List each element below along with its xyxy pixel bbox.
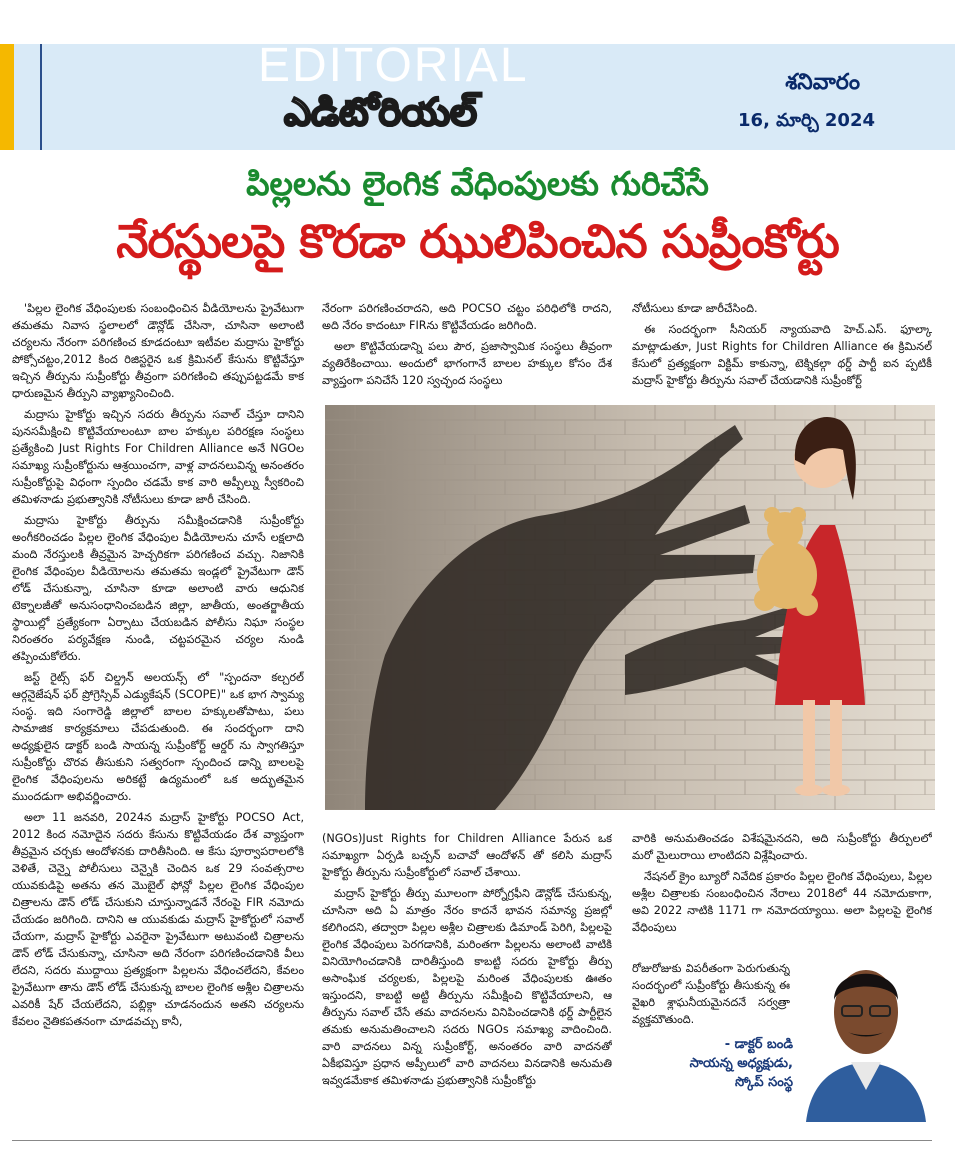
author-organization: స్కోప్ సంస్థ [734,1075,793,1090]
paragraph: ఈ సందర్భంగా సీనియర్ న్యాయవాది హెచ్.ఎస్. ఫూల్కా మాట్లాడుతూ, Just Rights for Children Alliance ఈ క్రిమినల్ కేసులో ప్రత్యక్షంగా విక్టిమ్ కాకున్నా, టెక్నికల్గా థర్డ్ పార్టీ ఐన ప్పటికీ మద్రాస్ హైకోర్టు తీర్పును సవాల్ చేయడానికి సుప్రీంకోర్ట్ [632,323,932,387]
article-photo [325,405,935,810]
paragraph: జస్ట్ రైట్స్ ఫర్ చిల్డ్రన్ అలయన్స్ లో "స్పందనా కల్చరల్ ఆర్గనైజేషన్ ఫర్ ప్రోగ్రెస్సివ్ ఎడ్యుకేషన్ (SCOPE)" ఒక భాగ స్వామ్య సంస్థ. ఇది సంగారెడ్డి జిల్లాలో బాలల హక్కులతోపాటు, పలు సామాజిక కార్యక్రమాలు చేపడుతుంది. ఈ సందర్భంగా దాని అధ్యక్షులైన డాక్టర్ బండి సాయన్న సుప్రీంకోర్ట్ ఆర్డర్ ను స్వాగతిస్తూ సుప్రీంకోర్టు చొరవ తీసుకుని సత్వరంగా స్పందించ డాన్ని బాలలపై లైంగిక వేధింపులను అరికట్టే ఉద్యమంలో ఒక అద్భుతమైన ముందడుగా అభివర్ణించారు. [12,671,304,803]
section-title-english: EDITORIAL [258,39,529,92]
author-name: - డాక్టర్ బండి [724,1037,793,1052]
paragraph: నేరంగా పరిగణించరాదని, అది POCSO చట్టం పరిధిలోకి రాదని, అది నేరం కాదంటూ FIRను కొట్టివేయడం జరిగింది. [322,302,612,332]
masthead-day: శనివారం [785,70,860,95]
paragraph: మద్రాసు హైకోర్టు తీర్పును సమీక్షించడానికి సుప్రీంకోర్టు అంగీకరించడం పిల్లల లైంగిక వేధింపుల వీడియోలను చూసే లక్షలాది మంది నేరస్తులకి తీవ్రమైన హెచ్చరికగా పరిగణించ వచ్చు. నిజానికి లైంగిక వేధింపుల వీడియోలను తమతమ ఇండ్లలో ప్రైవేటుగా డౌన్ లోడ్ చేసుకున్నా, చూసినా కూడా అలాంటి వారు ఆధునిక టెక్నాలజీతో అనుసంధానించబడిన జిల్లా, జాతీయ, అంతర్జాతీయ స్థాయిల్లో ప్రత్యేకంగా ఏర్పాటు చేయబడిన పోలీసు నిఘా సంస్థల నిరంతరం పర్యవేక్షణ నుండి, చట్టపరమైన చర్యల నుండి తప్పించుకోలేరు. [12,514,304,663]
paragraph: మద్రాసు హైకోర్టు ఇచ్చిన సదరు తీర్పును సవాల్ చేస్తూ దానిని పునసమీక్షించి కొట్టివేయాలంటూ బాల హక్కుల పరిరక్షణ సంస్థలు ప్రత్యేకించి Just Rights For Children Alliance అనే NGOల సమాఖ్య సుప్రీంకోర్టును ఆశ్రయించగా, వాళ్ల వాదనలువిన్న అనంతరం సుప్రీంకోర్టుపై విధంగా స్పందిం చడమే కాక వారి అప్పీల్ను స్వీకరించి తమిళనాడు ప్రభుత్వానికి నోటీసులు కూడా జారీ చేసింది. [12,408,304,506]
author-byline [638,1035,793,1092]
article-column-2-top [322,300,612,400]
author-photo [796,940,936,1122]
article-column-2-bottom [322,830,612,1125]
paragraph: మద్రాస్ హైకోర్టు తీర్పు మూలంగా పోర్నోగ్రఫీని డౌన్లోడ్ చేసుకున్న, చూసినా అది ఏ మాత్రం నేరం కాదనే భావన సమాన్య ప్రజల్లో కలిగిందని, తద్వారా పిల్లల అశ్లీల చిత్రాలకు డిమాండ్ పెరిగి, పిల్లలపై లైంగిక వేధింపులు పెరగడానికి, మరింతగా పిల్లలను అలాంటి వాటికి వినియోగించడానికి దారితీస్తుంది కాబట్టి సదరు హైకోర్టు తీర్పు అసాంఘిక చర్యలకు, పిల్లలపై మరింత వేధింపులకు ఊతం ఇస్తుందని, కాబట్టి అట్టి తీర్పును సమీక్షించి కొట్టివేయాలని, ఆ తీర్పును సవాల్ చేసే తమ వాదనలను వినిపించడానికి థర్డ్ పార్టీలైన తమకు అనుమతించాలని సదరు NGOs సమాఖ్య వాదించింది. వారి వాదనలు విన్న సుప్రీంకోర్ట్, అనంతరం వారి వాదనతో ఏకీభవిస్తూ ప్రధాన అప్పీలులో వారి వాదనలు వినడానికి అనుమతి ఇవ్వడమేకాక తమిళనాడు ప్రభుత్వానికి సుప్రీంకోర్టు [322,887,612,1087]
masthead-date: 16, మార్చి 2024 [738,110,875,131]
section-tab [0,44,14,150]
article-column-1 [12,300,304,1125]
headline-line-1: పిల్లలను లైంగిక వేధింపులకు గురిచేసే [246,164,709,203]
author-portrait [796,940,936,1122]
paragraph: అలా 11 జనవరి, 2024న మద్రాస్ హైకోర్టు POCSO Act, 2012 కింద నమోదైన సదరు కేసును కొట్టివేయడం దేశ వ్యాప్తంగా తీవ్రమైన చర్చకు ఆందోళనకు దారితీసింది. ఆ కేసు పూర్వాపరాలలోకి వెళితే, చెన్నై పోలీసులు చెన్నైకి చెందిన ఒక 29 సంవత్సరాల యువకుడిపై అతను తన మొబైల్ ఫోన్లో పిల్లల లైంగిక వేధింపుల చిత్రాలను డౌన్ లోడ్ చేసుకుని చూస్తున్నాడనే నేరంపై FIR నమోదు చేయడం జరిగింది. దానిని ఆ యువకుడు మద్రాస్ హైకోర్టులో సవాల్ చేయగా, మద్రాస్ హైకోర్టు ఎవరైనా ప్రైవేటుగా అటువంటి చిత్రాలను డౌన్ లోడ్ చేసుకున్నా, చూసినా అది నేరంగా పరిగణించడానికి వీలు లేదని, సదరు ముద్దాయి ప్రత్యక్షంగా పిల్లలను వేధించలేదని, కేవలం ప్రైవేటుగా తాను డౌన్ లోడ్ చేసుకున్న బాలల లైంగిక అశ్లీల చిత్రాలను ఎవరికీ షేర్ చేయలేదని, పబ్లిక్గా చూడనందున అతని చర్యలను కేవలం నైతికపతనంగా చూడవచ్చు కానీ, [12,811,304,1028]
paragraph: వారికి అనుమతించడం విశేషమైనదని, అది సుప్రీంకోర్టు తీర్పులలో మరో మైలురాయి లాంటిదని విశ్లేషించారు. [632,832,932,862]
paragraph: నేషనల్ క్రైం బ్యూరో నివేదిక ప్రకారం పిల్లల లైంగిక వేధింపులు, పిల్లల అశ్లీల చిత్రాలకు సంబంధించిన నేరాలు 2018లో 44 నమోదుకాగా, అవి 2022 నాటికి 1171 గా నమోదయ్యాయి. అలా పిల్లలపై లైంగిక వేధింపులు [632,870,932,934]
article-column-3-top [632,300,932,400]
paragraph: (NGOs)Just Rights for Children Alliance పేరున ఒక సమాఖ్యగా ఏర్పడి బచ్పన్ బచావో ఆందోళన్ తో కలిసి మద్రాస్ హైకోర్టు తీర్పును సుప్రీంకోర్టులో సవాల్ చేశాయి. [322,832,612,879]
paragraph: అలా కొట్టివేయడాన్ని పలు పౌర, ప్రజాస్వామిక సంస్థలు తీవ్రంగా వ్యతిరేకించాయి. అందులో భాగంగానే బాలల హక్కుల కోసం దేశ వ్యాప్తంగా పనిచేసే 120 స్వచ్ఛంద సంస్థలు [322,340,612,387]
child-shadow-illustration [325,405,935,810]
paragraph: రోజురోజుకు విపరీతంగా పెరుగుతున్న సందర్భంలో సుప్రీంకోర్టు తీసుకున్న ఈ వైఖరి శ్లాఘనీయమైనదనే సర్వత్రా వ్యక్తమౌతుంది. [632,962,790,1026]
paragraph: నోటీసులు కూడా జారీచేసింది. [632,302,758,315]
headline-line-2: నేరస్థులపై కొరడా ఝులిపించిన సుప్రీంకోర్టు [116,214,839,268]
article-column-3-narrow [632,960,790,1030]
author-title: సాయన్న అధ్యక్షుడు, [689,1056,793,1071]
section-title-telugu: ఎడిటోరియల్ [284,90,477,134]
masthead-divider [40,44,42,150]
paragraph: 'పిల్లల లైంగిక వేధింపులకు సంబంధించిన వీడియోలను ప్రైవేటుగా తమతమ నివాస స్థలాలలో డౌన్లోడ్ చేసినా, చూసినా అలాంటి చర్యలను నేరంగా పరిగణించ కూడదంటూ ఇటీవల మద్రాసు హైకోర్టు పోక్సోచట్టం,2012 కింద రిజిస్టరైన ఒక క్రిమినల్ కేసును కొట్టివేస్తూ ఇచ్చిన తీర్పును సుప్రీంకోర్టు తీవ్రంగా పరిగణించి తప్పుపట్టడమే కాక ధారుణమైన తీర్పుని వ్యాఖ్యానించింది. [12,302,304,400]
page-bottom-rule [12,1140,932,1141]
